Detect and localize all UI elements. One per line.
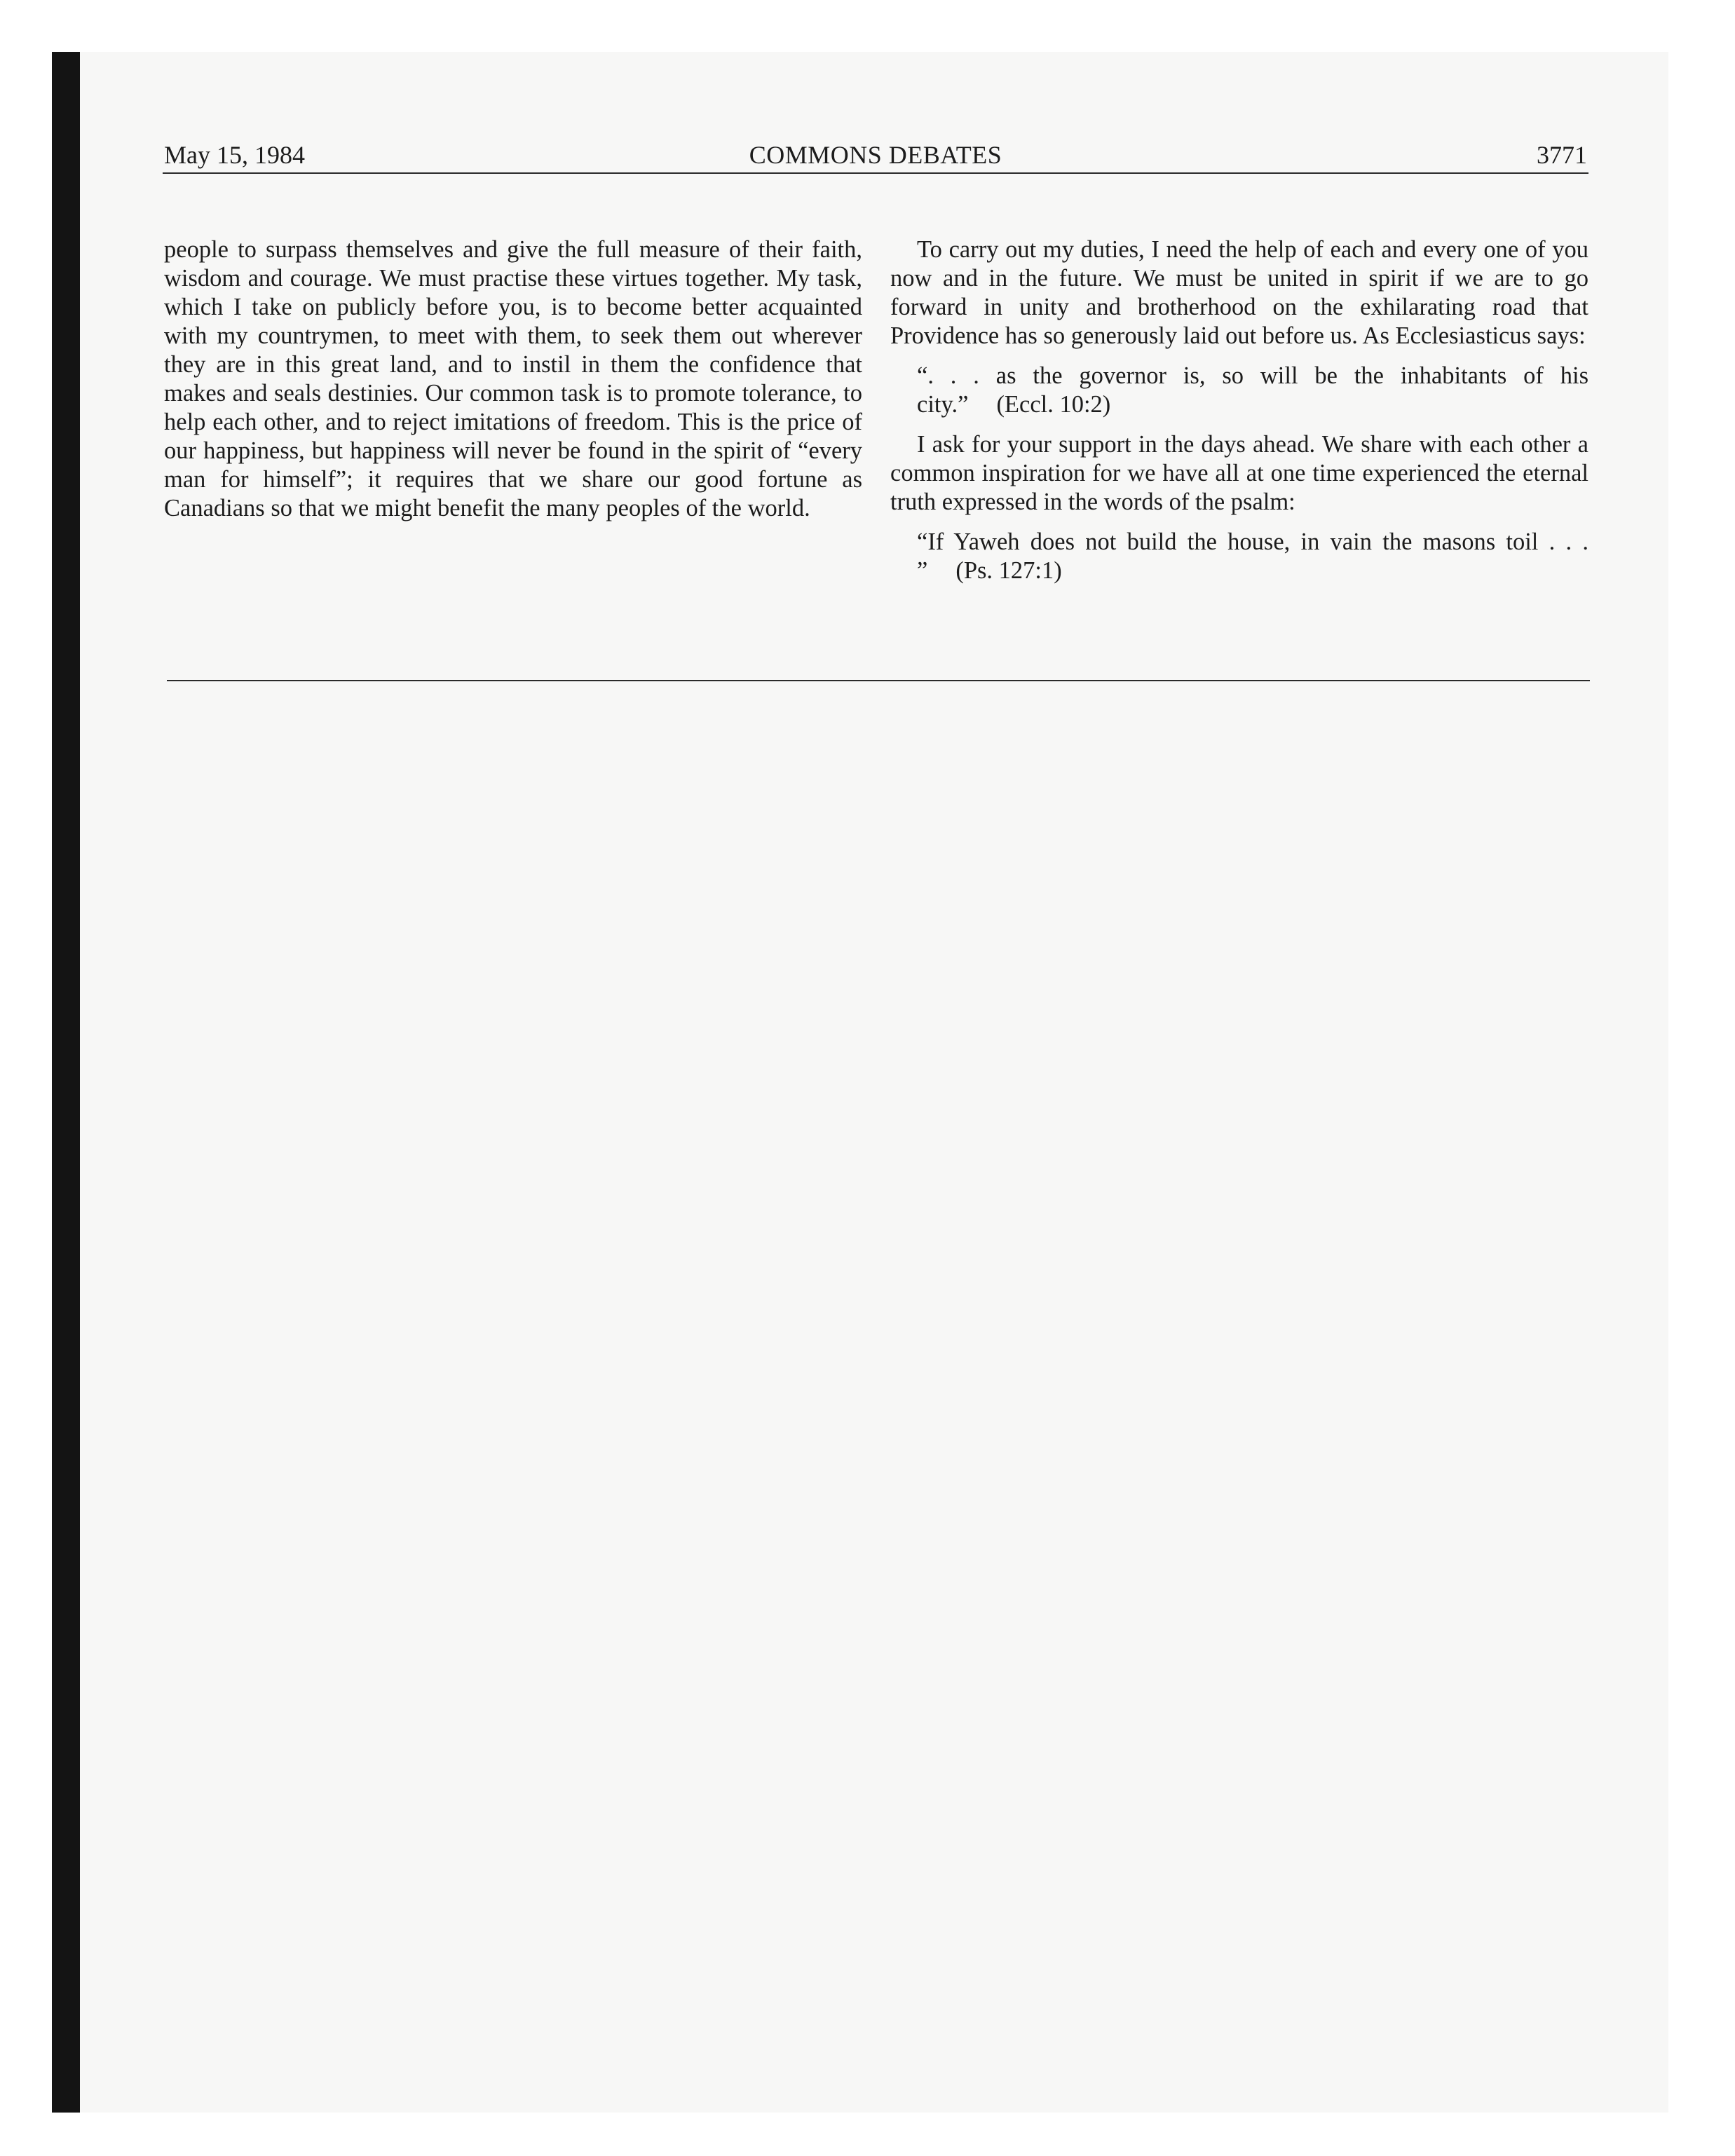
quote-1-citation: (Eccl. 10:2) [996, 391, 1111, 418]
running-header [164, 137, 1587, 172]
left-column [164, 236, 862, 523]
quote-1-text: “. . . as the governor is, so will be the inhabitants of his city.” [917, 362, 1588, 418]
header-rule [163, 172, 1588, 174]
quote-2-text: “If Yaweh does not build the house, in vain the masons toil . . . ” [917, 528, 1588, 584]
header-title: COMMONS DEBATES [749, 141, 1002, 169]
right-column-paragraph-1: To carry out my duties, I need the help of each and every one of you now and in the future. We must be united in spirit if we are to go forward in unity and brotherhood on the exhilarating road that Providence has so generously laid out before us. As Ecclesiasticus says: [890, 236, 1588, 349]
scripture-quote-1 [890, 362, 1588, 419]
right-column-paragraph-2: I ask for your support in the days ahead. We share with each other a common inspiration for we have all at one time experienced the eternal truth expressed in the words of the psalm: [890, 431, 1588, 515]
left-column-paragraph: people to surpass themselves and give the full measure of their faith, wisdom and courage. We must practise these virtues together. My task, which I take on publicly before you, is to become better acquainted with my countrymen, to meet with them, to seek them out wherever they are in this great land, and to instil in them the confidence that makes and seals destinies. Our common task is to promote tolerance, to help each other, and to reject imitations of freedom. This is the price of our happiness, but happiness will never be found in the spirit of “every man for himself”; it requires that we share our good fortune as Canadians so that we might benefit the many peoples of the world. [164, 236, 862, 521]
right-column [890, 236, 1588, 585]
scan-edge-shadow [52, 52, 80, 2113]
header-page-number: 3771 [1537, 141, 1587, 169]
scripture-quote-2 [890, 528, 1588, 585]
header-date: May 15, 1984 [164, 141, 305, 169]
quote-2-citation: (Ps. 127:1) [955, 557, 1062, 584]
section-end-rule [167, 680, 1590, 681]
